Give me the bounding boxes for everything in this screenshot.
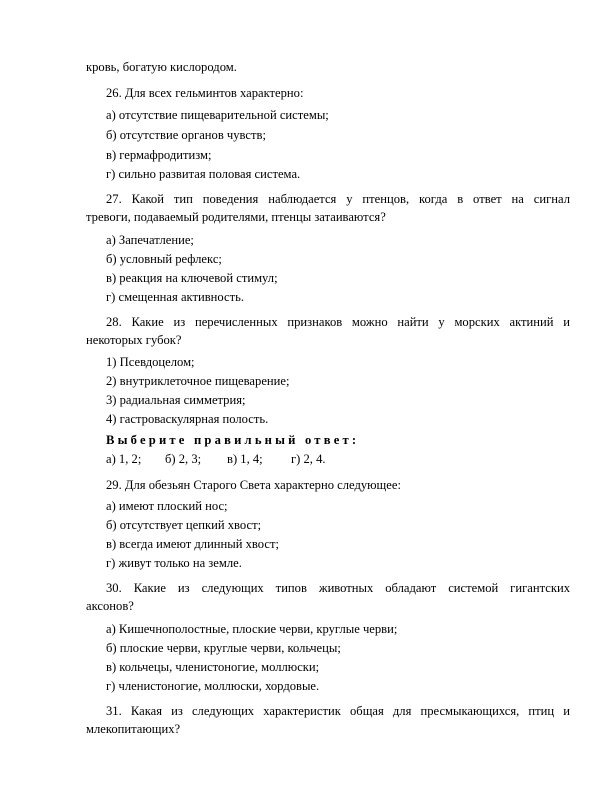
question-28-option-1: 1) Псевдоцелом; xyxy=(106,355,195,369)
question-27-text-line1: 27. Какой тип поведения наблюдается у птенцов, когда в ответ на сигнал xyxy=(106,192,570,206)
question-28-option-4: 4) гастроваскулярная полость. xyxy=(106,412,269,426)
question-26-option-a: а) отсутствие пищеварительной системы; xyxy=(106,108,329,122)
question-29-option-c: в) всегда имеют длинный хвост; xyxy=(106,537,279,551)
question-27-option-c: в) реакция на ключевой стимул; xyxy=(106,271,278,285)
question-27-text-line2: тревоги, подаваемый родителями, птенцы затаиваются? xyxy=(86,210,386,224)
intro-line: кровь, богатую кислородом. xyxy=(86,60,237,74)
question-31-text-line2: млекопитающих? xyxy=(86,722,181,736)
question-27-option-d: г) смещенная активность. xyxy=(106,290,245,304)
question-31-text-line1: 31. Какая из следующих характеристик общая для пресмыкающихся, птиц и xyxy=(106,704,570,718)
question-29-option-a: а) имеют плоский нос; xyxy=(106,499,228,513)
question-28-answer-c: в) 1, 4; xyxy=(227,452,263,466)
question-28-answer-a: а) 1, 2; xyxy=(106,452,142,466)
question-30-option-c: в) кольчецы, членистоногие, моллюски; xyxy=(106,660,320,674)
question-28-text-line1: 28. Какие из перечисленных признаков можно найти у морских актиний и xyxy=(106,315,570,329)
question-26-option-d: г) сильно развитая половая система. xyxy=(106,167,301,181)
question-28-answer-d: г) 2, 4. xyxy=(291,452,326,466)
question-27-option-b: б) условный рефлекс; xyxy=(106,252,222,266)
question-30-option-b: б) плоские черви, круглые черви, кольчецы; xyxy=(106,641,341,655)
question-29-option-d: г) живут только на земле. xyxy=(106,556,242,570)
question-28-answer-row xyxy=(106,450,326,468)
question-28-option-3: 3) радиальная симметрия; xyxy=(106,393,246,407)
question-26-text: 26. Для всех гельминтов характерно: xyxy=(106,86,304,100)
question-30-option-a: а) Кишечнополостные, плоские черви, круглые черви; xyxy=(106,622,398,636)
question-27-option-a: а) Запечатление; xyxy=(106,233,194,247)
question-30-text-line1: 30. Какие из следующих типов животных обладают системой гигантских xyxy=(106,581,570,595)
question-30-text-line2: аксонов? xyxy=(86,599,134,613)
question-28-option-2: 2) внутриклеточное пищеварение; xyxy=(106,374,290,388)
question-29-option-b: б) отсутствует цепкий хвост; xyxy=(106,518,262,532)
question-26-option-c: в) гермафродитизм; xyxy=(106,148,212,162)
question-29-text: 29. Для обезьян Старого Света характерно следующее: xyxy=(106,478,401,492)
question-30-option-d: г) членистоногие, моллюски, хордовые. xyxy=(106,679,320,693)
question-28-answer-b: б) 2, 3; xyxy=(165,452,202,466)
question-28-choose-label: Выберите правильный ответ: xyxy=(106,433,360,447)
question-26-option-b: б) отсутствие органов чувств; xyxy=(106,128,266,142)
question-28-text-line2: некоторых губок? xyxy=(86,333,182,347)
